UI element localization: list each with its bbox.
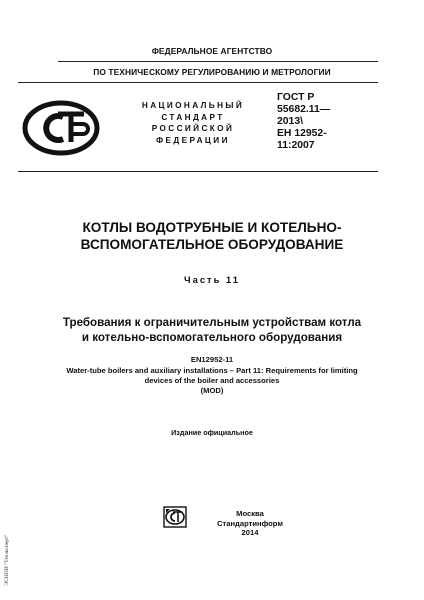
gost-line-5: 11:2007 [277, 140, 315, 151]
english-title-line-1: Water-tube boilers and auxiliary installations – Part 11: Requirements for limiting [66, 366, 358, 375]
official-edition-label: Издание официальное [171, 428, 253, 437]
english-title-line-2: devices of the boiler and accessories [144, 376, 280, 385]
header-rule-top [58, 61, 378, 62]
gost-line-2: 55682.11— [277, 104, 331, 115]
header-rule-bottom [18, 82, 378, 83]
agency-line-1: ФЕДЕРАЛЬНОЕ АГЕНТСТВО [151, 46, 273, 56]
national-standard-label [128, 100, 258, 146]
standartinform-logo-icon [163, 506, 187, 528]
national-line-2: СТАНДАРТ [161, 112, 225, 122]
national-line-4: ФЕДЕРАЦИИ [156, 135, 230, 145]
subtitle-line-2: и котельно-вспомогательного оборудования [81, 330, 343, 344]
publisher-block [190, 509, 310, 538]
standard-block-rule [18, 171, 378, 172]
national-line-3: РОССИЙСКОЙ [151, 124, 235, 133]
side-stamp [2, 520, 12, 600]
en-code: EN12952-11 [190, 355, 234, 364]
gost-r-certification-mark-icon [22, 100, 100, 156]
title-line-1: КОТЛЫ ВОДОТРУБНЫЕ И КОТЕЛЬНО- [82, 220, 342, 235]
document-title [20, 219, 404, 253]
subtitle-line-1: Требования к ограничительным устройствам котла [62, 316, 362, 329]
publisher-name: Стандартинформ [217, 518, 283, 528]
gost-line-1: ГОСТ Р [277, 92, 315, 103]
document-subtitle [20, 316, 404, 345]
gost-designation [277, 92, 330, 152]
gost-line-4: ЕН 12952- [277, 128, 327, 139]
gost-line-3: 2013\ [277, 116, 304, 127]
english-title-line-3: (MOD) [200, 386, 224, 395]
national-line-1: НАЦИОНАЛЬНЫЙ [141, 101, 245, 110]
publisher-year: 2014 [241, 528, 259, 538]
side-stamp-text: ЭСНПИ "Техэксперт" [4, 534, 10, 586]
publisher-city: Москва [236, 509, 264, 518]
title-line-2: ВСПОМОГАТЕЛЬНОЕ ОБОРУДОВАНИЕ [80, 237, 344, 252]
agency-line-2: ПО ТЕХНИЧЕСКОМУ РЕГУЛИРОВАНИЮ И МЕТРОЛОГИИ [93, 67, 331, 77]
english-title [30, 366, 394, 396]
part-number: Часть 11 [184, 274, 240, 285]
